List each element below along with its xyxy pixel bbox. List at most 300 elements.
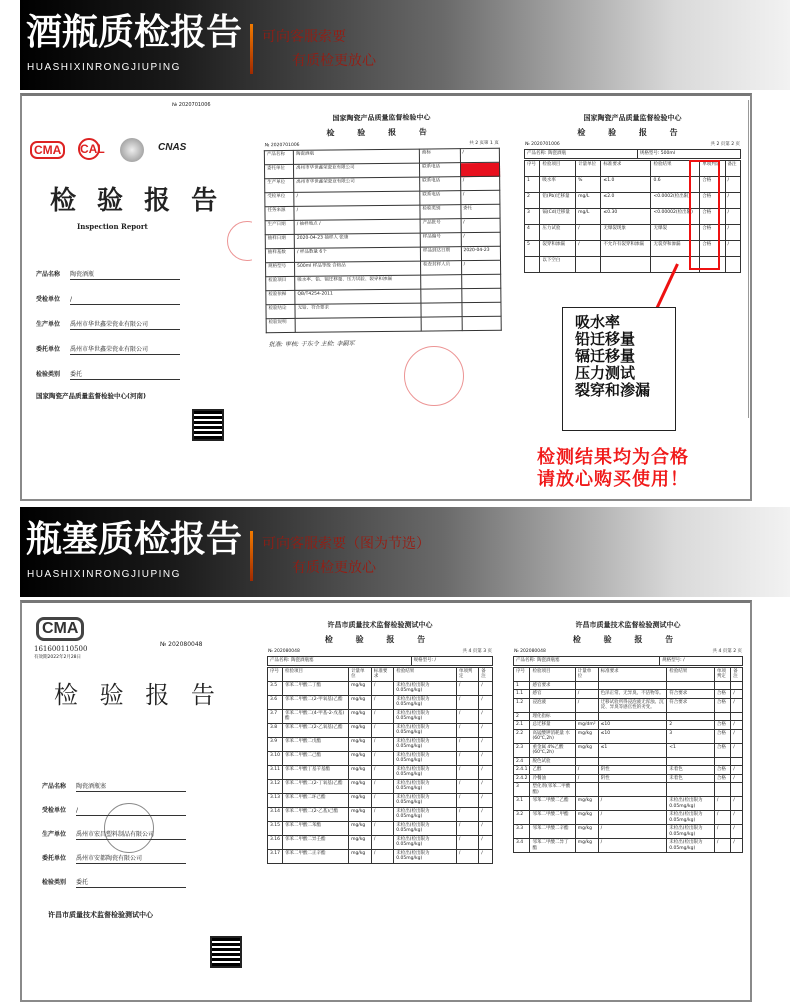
table-cell: / bbox=[576, 224, 601, 240]
column-header: 序号 bbox=[525, 160, 540, 176]
report-number: № 2020701006 bbox=[172, 102, 211, 108]
column-header: 标准要求 bbox=[598, 667, 667, 681]
table-cell: / bbox=[479, 849, 493, 863]
table-row bbox=[268, 723, 493, 737]
page-count: 共 2 页第 2 页 bbox=[710, 142, 740, 147]
table-cell: 生产日期 bbox=[265, 220, 294, 234]
table-cell: <0.00002(检出限) bbox=[651, 208, 700, 224]
table-cell: mg/kg bbox=[349, 765, 372, 779]
table-cell: 产品批号 bbox=[420, 219, 461, 233]
table-cell: 未检出(检出限为0.05mg/kg) bbox=[394, 849, 457, 863]
field-value: 委托 bbox=[70, 371, 180, 380]
table-cell: / bbox=[456, 793, 478, 807]
table-cell: / bbox=[731, 797, 743, 811]
table-cell: 邻苯二甲酸二乙酯 bbox=[530, 797, 575, 811]
bottle-report-panel bbox=[20, 93, 752, 501]
table-cell: / bbox=[479, 835, 493, 849]
table-cell: 未检出(检出限为0.05mg/kg) bbox=[394, 821, 457, 835]
table-cell: 2 bbox=[514, 712, 530, 721]
section1-header bbox=[20, 0, 790, 90]
table-cell bbox=[421, 289, 462, 303]
table-row bbox=[514, 698, 743, 712]
table-cell bbox=[461, 302, 501, 316]
table-cell bbox=[714, 783, 730, 797]
table-cell bbox=[598, 783, 667, 797]
table-cell: / bbox=[371, 709, 393, 723]
table-cell bbox=[575, 681, 598, 690]
callout-item: 镉迁移量 bbox=[575, 347, 636, 365]
table-cell bbox=[460, 162, 500, 176]
field-value: 禹州市宏昌塑料制品有限公司 bbox=[76, 831, 186, 840]
field-value: / bbox=[70, 296, 180, 305]
section-title: 酒瓶质检报告 bbox=[26, 11, 243, 53]
table-cell: 邻苯二甲酸二(2-乙基)己酯 bbox=[283, 807, 349, 821]
table-cell bbox=[714, 681, 730, 690]
table-cell: 禹州市华世鑫荣瓷业有限公司 bbox=[294, 177, 420, 192]
table-cell: 2.4.1 bbox=[514, 766, 530, 775]
table-cell: 理化指标 bbox=[530, 712, 575, 721]
table-row bbox=[514, 712, 743, 721]
cover-field bbox=[36, 346, 180, 355]
column-header: 计量单位 bbox=[575, 667, 598, 681]
table-cell: 1.2 bbox=[514, 698, 530, 712]
cover-field bbox=[36, 371, 180, 380]
table-cell: / bbox=[731, 721, 743, 730]
table-cell: 邻苯二甲酸二异丁酯 bbox=[530, 839, 575, 853]
table-cell: 邻苯二甲酸二(2-乙氧基)乙酯 bbox=[283, 723, 349, 737]
table-cell bbox=[731, 783, 743, 797]
table-cell: / bbox=[371, 765, 393, 779]
table-cell: 合格 bbox=[700, 240, 725, 256]
table-cell: / bbox=[460, 176, 500, 190]
table-cell: 合格 bbox=[714, 743, 730, 757]
table-cell bbox=[725, 256, 740, 272]
section-subtitle: HUASHIXINRONGJIUPING bbox=[27, 62, 181, 73]
results-table bbox=[267, 667, 493, 864]
table-cell: 3.12 bbox=[268, 779, 283, 793]
page-count: 共 4 页第 2 页 bbox=[712, 649, 742, 654]
table-cell: 未检出(检出限为0.05mg/kg) bbox=[394, 765, 457, 779]
table-cell: 1.1 bbox=[514, 690, 530, 699]
table-cell: 受检单位 bbox=[265, 192, 294, 206]
table-cell bbox=[598, 681, 667, 690]
spec: 规格型号: / bbox=[660, 657, 743, 666]
table-cell: 3.11 bbox=[268, 765, 283, 779]
table-cell: 裂穿和渗漏 bbox=[540, 240, 576, 256]
table-cell: / bbox=[714, 839, 730, 853]
table-cell bbox=[421, 275, 462, 289]
table-cell: / bbox=[731, 766, 743, 775]
table-cell: 邻苯二甲酸二苯酯 bbox=[283, 821, 349, 835]
table-cell: / 样品数量 6个 bbox=[294, 247, 420, 262]
table-cell: 未检出(检出限为0.05mg/kg) bbox=[394, 681, 457, 695]
table-cell: / 抽样地点 / bbox=[294, 219, 420, 234]
table-cell: / bbox=[456, 681, 478, 695]
table-cell: 检查封样人员 bbox=[421, 261, 462, 275]
info-table bbox=[264, 148, 502, 333]
table-cell: / bbox=[731, 698, 743, 712]
table-cell bbox=[461, 288, 501, 302]
table-cell: ≤0.30 bbox=[601, 208, 651, 224]
table-cell: 检验类别 bbox=[420, 205, 461, 219]
cover-title-en: Inspection Report bbox=[77, 222, 148, 231]
table-cell: 未检出(检出限为0.05mg/kg) bbox=[394, 695, 457, 709]
table-cell: 无铅、符合要求 bbox=[295, 303, 421, 318]
cal-logo: CAL bbox=[78, 138, 100, 160]
field-value: 禹州市华世鑫荣瓷业有限公司 bbox=[70, 346, 180, 355]
table-cell: / bbox=[479, 737, 493, 751]
table-cell: 陶瓷酒瓶 bbox=[293, 149, 419, 164]
table-cell: mg/kg bbox=[349, 807, 372, 821]
column-header: 序号 bbox=[268, 667, 283, 681]
page-title: 检 验 报 告 bbox=[324, 635, 436, 644]
table-cell: 任务来源 bbox=[265, 206, 294, 220]
tested-items-callout bbox=[562, 307, 676, 431]
table-cell: 乙醇 bbox=[530, 766, 575, 775]
cover-field bbox=[36, 296, 180, 305]
table-cell: / bbox=[731, 774, 743, 783]
table-cell: mg/kg bbox=[575, 729, 598, 743]
table-cell: ≤10 bbox=[598, 729, 667, 743]
callout-item: 吸水率 bbox=[575, 313, 621, 331]
column-header: 检验项目 bbox=[283, 667, 349, 681]
table-cell: / bbox=[456, 821, 478, 835]
column-header: 备注 bbox=[725, 160, 740, 176]
table-cell: 邻苯二甲酸二(4-甲基-2-戊基)酯 bbox=[283, 709, 349, 723]
report-number: № 202080048 bbox=[160, 641, 203, 648]
field-label: 检验类别 bbox=[36, 371, 61, 378]
table-cell: 1 bbox=[525, 176, 540, 192]
verdict-line-2: 请放心购买使用！ bbox=[537, 469, 689, 490]
table-cell: 3.1 bbox=[514, 797, 530, 811]
table-cell: / bbox=[731, 811, 743, 825]
table-cell: 委托 bbox=[460, 204, 500, 218]
table-cell: / bbox=[714, 797, 730, 811]
table-cell: 500ml 样品等级 合格品 bbox=[295, 261, 421, 276]
table-cell bbox=[667, 712, 715, 721]
table-cell: 邻苯二甲酸二异壬酯 bbox=[283, 835, 349, 849]
table-cell: / bbox=[456, 765, 478, 779]
table-cell: / bbox=[371, 751, 393, 765]
stopper-report-panel bbox=[20, 600, 752, 1002]
product-name: 产品名称: 陶瓷酒瓶塞 bbox=[514, 657, 660, 666]
table-cell: / bbox=[479, 751, 493, 765]
table-cell: 色泽正常、无异臭、不洁物等。 bbox=[598, 690, 667, 699]
table-cell: 产品名称 bbox=[264, 150, 293, 164]
table-cell: 未检出(检出限为0.05mg/kg) bbox=[394, 709, 457, 723]
table-cell: / bbox=[725, 240, 740, 256]
table-cell: / bbox=[371, 723, 393, 737]
table-cell: / bbox=[714, 811, 730, 825]
table-cell: 未检出(检出限为0.05mg/kg) bbox=[394, 835, 457, 849]
table-cell: mg/dm² bbox=[575, 721, 598, 730]
field-label: 产品名称 bbox=[42, 783, 67, 790]
table-cell: 合格 bbox=[714, 774, 730, 783]
table-cell: 迁移试验所得浸泡液无浑浊、沉淀、异臭等感官性的劣变。 bbox=[598, 698, 667, 712]
table-row bbox=[268, 751, 493, 765]
cover-page bbox=[22, 603, 254, 979]
table-cell: 感官 bbox=[530, 690, 575, 699]
table-cell: / bbox=[456, 695, 478, 709]
column-header: 检验项目 bbox=[530, 667, 575, 681]
highlight-box bbox=[689, 160, 720, 270]
table-cell: / bbox=[371, 695, 393, 709]
table-cell: 3 bbox=[525, 208, 540, 224]
table-cell: / bbox=[731, 839, 743, 853]
table-cell: 阴性 bbox=[598, 774, 667, 783]
table-cell: / bbox=[575, 690, 598, 699]
product-name: 产品名称: 陶瓷酒瓶塞 bbox=[268, 657, 412, 666]
table-cell: 2020-04-23 抽样人 张康 bbox=[294, 233, 420, 248]
table-cell: 联系电话 bbox=[420, 163, 461, 177]
column-header: 检验结果 bbox=[667, 667, 715, 681]
column-header: 检验结果 bbox=[394, 667, 457, 681]
table-cell: 3.10 bbox=[268, 751, 283, 765]
table-row bbox=[514, 774, 743, 783]
table-cell: 邻苯二甲酸二环己酯 bbox=[283, 793, 349, 807]
table-row bbox=[268, 779, 493, 793]
table-cell: / bbox=[479, 695, 493, 709]
info-page bbox=[256, 99, 509, 422]
page-count: 共 4 页第 3 页 bbox=[462, 649, 492, 654]
cnas-logo: CNAS bbox=[158, 142, 187, 153]
table-cell: mg/kg bbox=[349, 821, 372, 835]
field-value: 禹州市安都陶瓷有限公司 bbox=[76, 855, 186, 864]
product-name: 产品名称: 陶瓷酒瓶 bbox=[525, 150, 638, 159]
section2-header bbox=[20, 507, 790, 597]
column-header: 单项判定 bbox=[714, 667, 730, 681]
cover-field bbox=[42, 879, 186, 888]
table-cell bbox=[421, 303, 462, 317]
table-cell: / bbox=[456, 849, 478, 863]
table-cell: ≤1.0 bbox=[601, 176, 651, 192]
column-header: 计量单位 bbox=[576, 160, 601, 176]
table-cell: <0.0002(检出限) bbox=[651, 192, 700, 208]
issuer-name: 国家陶瓷产品质量监督检验中心(河南) bbox=[36, 392, 146, 400]
table-cell: / bbox=[456, 751, 478, 765]
table-cell: 商标 bbox=[419, 149, 460, 163]
note-line-1: 可向客服索要（图为节选） bbox=[262, 536, 430, 552]
column-header: 单项判定 bbox=[456, 667, 478, 681]
table-row bbox=[268, 835, 493, 849]
table-row bbox=[514, 797, 743, 811]
column-header: 计量单位 bbox=[349, 667, 372, 681]
table-cell: 无爆裂现象 bbox=[601, 224, 651, 240]
table-cell: 合格 bbox=[700, 208, 725, 224]
note-line-2: 有质检更放心 bbox=[292, 560, 376, 576]
table-cell: / bbox=[461, 260, 501, 274]
field-value: 委托 bbox=[76, 879, 186, 888]
table-cell: / bbox=[456, 709, 478, 723]
table-cell bbox=[575, 712, 598, 721]
table-cell: mg/kg bbox=[575, 743, 598, 757]
table-cell: 样品编号 bbox=[420, 233, 461, 247]
table-cell: / bbox=[598, 811, 667, 825]
table-cell: % bbox=[576, 176, 601, 192]
table-cell: 3.8 bbox=[268, 723, 283, 737]
cma-logo: CMA bbox=[30, 141, 65, 159]
table-cell: 符合要求 bbox=[667, 698, 715, 712]
table-cell: 2.1 bbox=[514, 721, 530, 730]
table-row bbox=[514, 839, 743, 853]
table-cell: 浸泡液 bbox=[530, 698, 575, 712]
table-cell: 样品到达日期 bbox=[420, 247, 461, 261]
table-cell bbox=[731, 712, 743, 721]
center-name: 许昌市质量技术监督检验测试中心 bbox=[575, 621, 681, 629]
table-cell bbox=[598, 712, 667, 721]
table-cell: / bbox=[479, 821, 493, 835]
cover-page bbox=[22, 96, 252, 496]
callout-item: 裂穿和渗漏 bbox=[575, 381, 651, 399]
table-row bbox=[268, 821, 493, 835]
table-cell: 2.3 bbox=[514, 743, 530, 757]
table-cell: 2 bbox=[525, 192, 540, 208]
table-cell: / bbox=[479, 723, 493, 737]
table-cell: mg/kg bbox=[575, 797, 598, 811]
table-cell: 检验项目 bbox=[266, 276, 295, 290]
table-cell: 抽样日期 bbox=[265, 234, 294, 248]
ilac-logo bbox=[120, 138, 144, 162]
page-title: 检 验 报 告 bbox=[577, 128, 688, 137]
table-cell: mg/kg bbox=[349, 737, 372, 751]
field-label: 生产单位 bbox=[36, 321, 61, 328]
table-cell: 未检出(检出限为0.05mg/kg) bbox=[667, 825, 715, 839]
table-cell: / bbox=[725, 192, 740, 208]
section-subtitle: HUASHIXINRONGJIUPING bbox=[27, 569, 181, 580]
field-label: 生产单位 bbox=[42, 831, 67, 838]
results-page-3 bbox=[260, 607, 500, 979]
issuer-name: 许昌市质量技术监督检验测试中心 bbox=[48, 911, 153, 919]
table-cell: 联系电话 bbox=[420, 191, 461, 205]
table-row bbox=[514, 783, 743, 797]
table-cell: / bbox=[371, 807, 393, 821]
table-cell bbox=[461, 274, 501, 288]
table-cell: mg/L bbox=[576, 208, 601, 224]
table-row bbox=[514, 766, 743, 775]
table-cell: / bbox=[725, 208, 740, 224]
table-cell: 3.2 bbox=[514, 811, 530, 825]
field-label: 产品名称 bbox=[36, 271, 61, 278]
table-cell: / bbox=[479, 807, 493, 821]
table-cell: / bbox=[714, 825, 730, 839]
table-cell: mg/kg bbox=[349, 849, 372, 863]
table-cell: mg/kg bbox=[349, 681, 372, 695]
table-cell: 不允许有裂穿和渗漏 bbox=[601, 240, 651, 256]
table-cell: 3.3 bbox=[514, 825, 530, 839]
cma-logo: CMA bbox=[36, 617, 84, 641]
table-cell: / bbox=[598, 825, 667, 839]
signatures: 批准: 审核: 于东令 主检: 李嗣军 bbox=[268, 340, 355, 349]
table-cell: 邻苯二甲酸二戊酯 bbox=[283, 737, 349, 751]
table-cell: / bbox=[479, 681, 493, 695]
table-cell: 未检出(检出限为0.05mg/kg) bbox=[667, 797, 715, 811]
field-label: 委托单位 bbox=[36, 346, 61, 353]
table-cell: 3 bbox=[514, 783, 530, 797]
table-cell bbox=[667, 681, 715, 690]
field-label: 委托单位 bbox=[42, 855, 67, 862]
table-row bbox=[514, 721, 743, 730]
cert-number: 161600110500 bbox=[34, 645, 88, 653]
table-cell bbox=[295, 317, 421, 332]
table-row bbox=[268, 849, 493, 863]
table-cell: 未着色 bbox=[667, 774, 715, 783]
table-cell: 脱色试验 bbox=[530, 757, 575, 766]
table-cell: 3.13 bbox=[268, 793, 283, 807]
results-page-2 bbox=[506, 607, 750, 979]
table-cell: 2.4 bbox=[514, 757, 530, 766]
table-cell: 合格 bbox=[700, 176, 725, 192]
table-cell bbox=[731, 757, 743, 766]
column-header: 标准要求 bbox=[371, 667, 393, 681]
table-cell: / bbox=[456, 723, 478, 737]
report-number: № 202080048 bbox=[268, 649, 300, 654]
table-cell: 无裂穿和渗漏 bbox=[651, 240, 700, 256]
table-cell: 无爆裂 bbox=[651, 224, 700, 240]
table-cell: 未着色 bbox=[667, 766, 715, 775]
table-cell: mg/kg bbox=[349, 723, 372, 737]
table-cell: 3.6 bbox=[268, 695, 283, 709]
table-row bbox=[514, 681, 743, 690]
table-cell: 塑化剂(邻苯二甲酸酯) bbox=[530, 783, 575, 797]
table-cell: 邻苯二甲酸二己酯 bbox=[283, 751, 349, 765]
field-value: / bbox=[76, 807, 186, 816]
table-cell: 合格 bbox=[714, 698, 730, 712]
table-cell: / bbox=[479, 765, 493, 779]
table-cell: 以下空白 bbox=[540, 256, 576, 272]
table-cell: 3 bbox=[667, 729, 715, 743]
qr-code bbox=[194, 411, 222, 439]
seal-stamp bbox=[227, 221, 252, 261]
table-cell: 阴性 bbox=[598, 766, 667, 775]
table-cell: 镉(Cd)迁移量 bbox=[540, 208, 576, 224]
table-cell: ≤1 bbox=[598, 743, 667, 757]
table-cell: ≤10 bbox=[598, 721, 667, 730]
table-row bbox=[514, 825, 743, 839]
table-cell: / bbox=[479, 793, 493, 807]
table-cell: 压力试验 bbox=[540, 224, 576, 240]
table-cell: mg/kg bbox=[349, 835, 372, 849]
report-number: № 202080048 bbox=[514, 649, 546, 654]
table-cell: / bbox=[371, 835, 393, 849]
table-cell: <1 bbox=[667, 743, 715, 757]
table-cell: 委托单位 bbox=[264, 164, 293, 178]
table-cell: 邻苯二甲酸二正辛酯 bbox=[283, 849, 349, 863]
table-cell: / bbox=[479, 779, 493, 793]
table-cell: / bbox=[576, 240, 601, 256]
table-cell: 邻苯二甲酸二甲酯 bbox=[530, 811, 575, 825]
table-cell bbox=[667, 783, 715, 797]
table-row bbox=[514, 811, 743, 825]
cover-field bbox=[36, 321, 180, 330]
note-line-2: 有质检更放心 bbox=[292, 53, 376, 69]
table-cell: 3.17 bbox=[268, 849, 283, 863]
table-cell: 1 bbox=[514, 681, 530, 690]
table-row bbox=[268, 765, 493, 779]
table-cell: / bbox=[460, 148, 500, 162]
spec: 规格型号: 500ml bbox=[637, 150, 740, 159]
table-cell: 3.9 bbox=[268, 737, 283, 751]
column-header: 备注 bbox=[731, 667, 743, 681]
table-cell bbox=[576, 256, 601, 272]
table-cell: 2.4.2 bbox=[514, 774, 530, 783]
table-cell: 未检出(检出限为0.05mg/kg) bbox=[394, 779, 457, 793]
table-cell: 合格 bbox=[700, 192, 725, 208]
table-cell: 未检出(检出限为0.05mg/kg) bbox=[394, 807, 457, 821]
table-cell: 联系电话 bbox=[420, 177, 461, 191]
table-cell bbox=[575, 783, 598, 797]
table-cell: / bbox=[371, 737, 393, 751]
field-value: 禹州市华世鑫荣瓷业有限公司 bbox=[70, 321, 180, 330]
